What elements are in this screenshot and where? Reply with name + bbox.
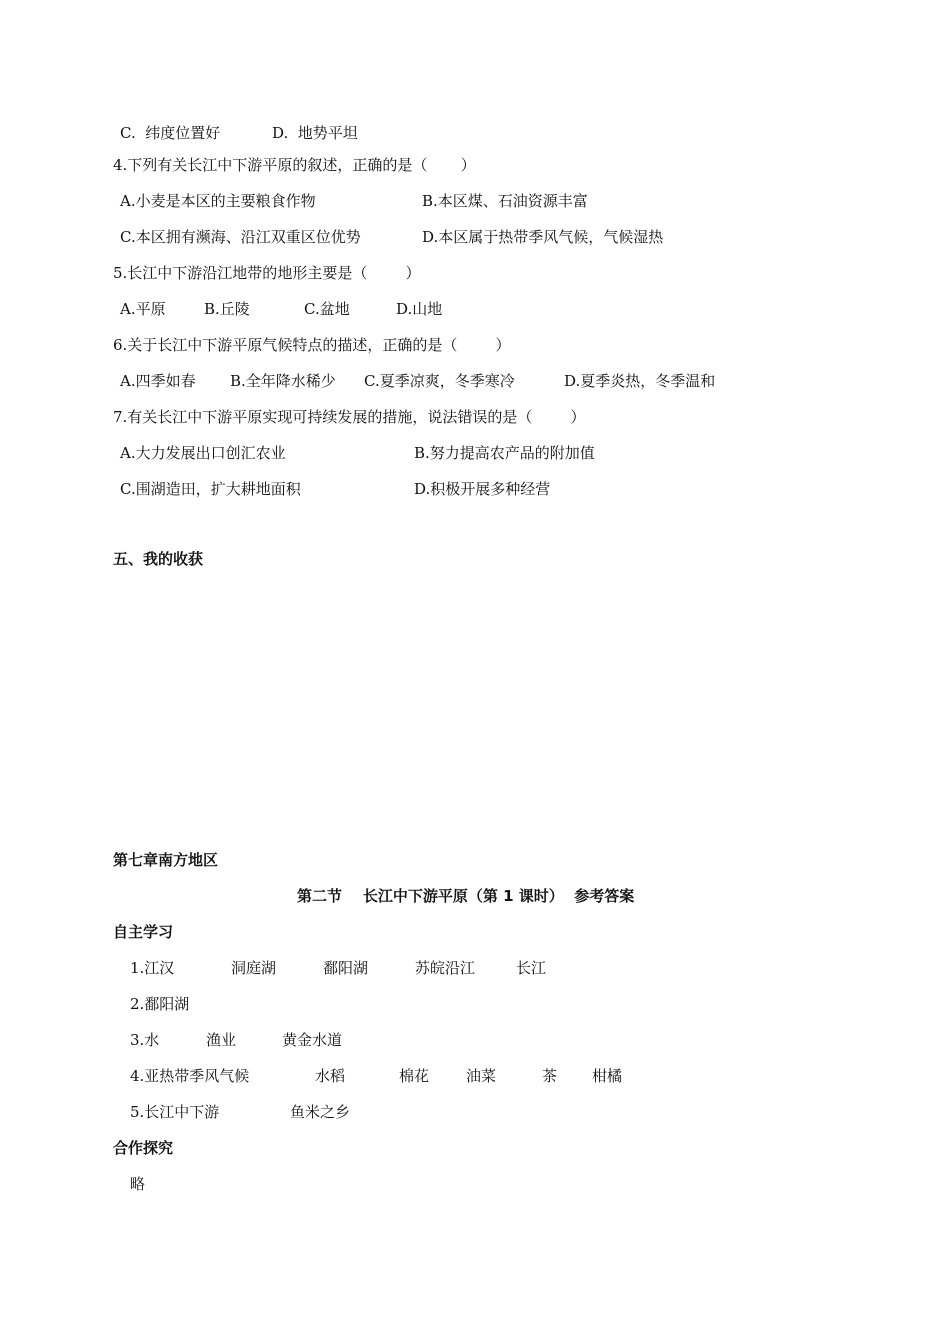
coop-heading: 合作探究 bbox=[113, 1139, 174, 1157]
q6-option-b: B.全年降水稀少 bbox=[230, 372, 336, 390]
answer-3-part: 渔业 bbox=[206, 1031, 237, 1049]
self-study-heading: 自主学习 bbox=[113, 923, 174, 941]
q3-option-d: D. 地势平坦 bbox=[272, 124, 358, 142]
q7-option-a: A.大力发展出口创汇农业 bbox=[120, 444, 286, 462]
q4-option-d: D.本区属于热带季风气候，气候湿热 bbox=[422, 228, 664, 246]
q6-option-c: C.夏季凉爽，冬季寒冷 bbox=[364, 372, 515, 390]
answer-1-part: 洞庭湖 bbox=[231, 959, 277, 977]
answer-2-part: 2.鄱阳湖 bbox=[130, 995, 190, 1013]
answer-1-part: 长江 bbox=[516, 959, 547, 977]
q3-option-c: C. 纬度位置好 bbox=[120, 124, 221, 142]
q4-stem: 4.下列有关长江中下游平原的叙述，正确的是（ ） bbox=[113, 156, 476, 174]
q5-option-b: B.丘陵 bbox=[204, 300, 250, 318]
q5-stem: 5.长江中下游沿江地带的地形主要是（ ） bbox=[113, 264, 421, 282]
answer-1-part: 1.江汉 bbox=[130, 959, 175, 977]
q7-option-b: B.努力提高农产品的附加值 bbox=[414, 444, 595, 462]
answer-1-part: 苏皖沿江 bbox=[415, 959, 476, 977]
answer-5-part: 鱼米之乡 bbox=[290, 1103, 351, 1121]
answer-4-part: 油菜 bbox=[466, 1067, 497, 1085]
answer-item-2 bbox=[0, 994, 190, 1034]
answer-4-part: 茶 bbox=[542, 1067, 558, 1085]
q7-option-c: C.围湖造田，扩大耕地面积 bbox=[120, 480, 301, 498]
q4-option-a: A.小麦是本区的主要粮食作物 bbox=[120, 192, 316, 210]
q7-options-row-2 bbox=[0, 479, 551, 539]
harvest-heading: 五、我的收获 bbox=[113, 550, 204, 568]
answer-4-part: 柑橘 bbox=[592, 1067, 623, 1085]
answer-4-part: 棉花 bbox=[399, 1067, 430, 1085]
coop-answer: 略 bbox=[130, 1175, 146, 1193]
q6-option-a: A.四季如春 bbox=[120, 372, 196, 390]
answer-3-part: 3.水 bbox=[130, 1031, 160, 1049]
answer-1-part: 鄱阳湖 bbox=[323, 959, 369, 977]
q4-option-c: C.本区拥有濒海、沿江双重区位优势 bbox=[120, 228, 361, 246]
answer-3-part: 黄金水道 bbox=[282, 1031, 343, 1049]
chapter-heading: 第七章南方地区 bbox=[113, 851, 219, 869]
answer-4-part: 水稻 bbox=[315, 1067, 346, 1085]
q5-option-d: D.山地 bbox=[396, 300, 443, 318]
q4-option-b: B.本区煤、石油资源丰富 bbox=[422, 192, 588, 210]
q7-stem: 7.有关长江中下游平原实现可持续发展的措施，说法错误的是（ ） bbox=[113, 408, 586, 426]
answer-5-part: 5.长江中下游 bbox=[130, 1103, 220, 1121]
answer-title: 第二节 长江中下游平原（第 1 课时） 参考答案 bbox=[297, 887, 635, 905]
q6-option-d: D.夏季炎热，冬季温和 bbox=[564, 372, 716, 390]
q5-option-a: A.平原 bbox=[120, 300, 166, 318]
q6-stem: 6.关于长江中下游平原气候特点的描述，正确的是（ ） bbox=[113, 336, 511, 354]
q5-option-c: C.盆地 bbox=[304, 300, 350, 318]
q7-option-d: D.积极开展多种经营 bbox=[414, 480, 551, 498]
answer-4-part: 4.亚热带季风气候 bbox=[130, 1067, 250, 1085]
